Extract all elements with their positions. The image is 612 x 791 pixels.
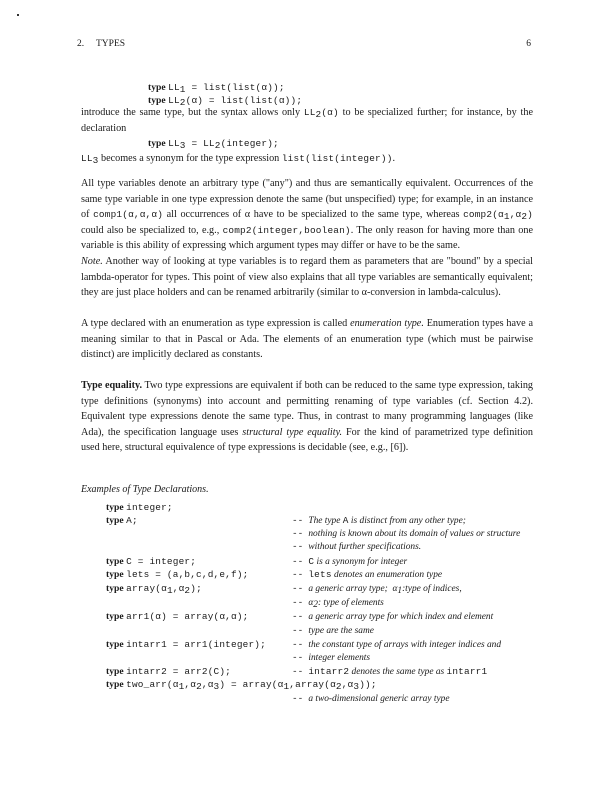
keyword: type: [106, 679, 124, 690]
subscript: 2: [196, 681, 202, 692]
keyword: type: [106, 515, 124, 526]
subscript: 3: [353, 681, 360, 692]
subscript: 1: [178, 681, 185, 692]
text: Two type expressions are equivalent if both can be reduced to the same type expression, taking type definitions (synonyms) into account and permitting renaming of type variables (cf. Section 4.2). Equivalent type expressions denote the same type. Thus, in contrast to many programming languages (like Ada), the specification language uses: [81, 380, 534, 438]
code: LL: [168, 95, 180, 106]
subscript: 2: [315, 109, 322, 120]
comment-marker: --: [292, 569, 304, 580]
subscript: 1: [166, 585, 173, 596]
comment-marker: --: [292, 515, 304, 526]
code: (α): [321, 107, 339, 118]
comment-text: denotes an enumeration type: [331, 570, 443, 580]
comment-text: denotes the same type as: [349, 667, 447, 677]
text: all occurrences of α have to be specialized to the same type, whereas: [163, 209, 464, 220]
comment-marker: --: [292, 556, 304, 567]
subscript: 1: [397, 586, 403, 596]
paragraph-ll3: [81, 151, 533, 167]
comment-text: is a synonym for integer: [314, 557, 408, 567]
text: A type declared with an enumeration as type expression is called: [81, 318, 351, 329]
subscript: 1: [503, 211, 510, 222]
code: comp2(integer,boolean): [222, 224, 351, 236]
code: ));: [359, 679, 377, 690]
code: LL: [303, 107, 316, 118]
term: structural type equality.: [242, 426, 343, 438]
text: .: [392, 153, 396, 164]
code: (integer);: [220, 138, 279, 149]
code: intarr1: [446, 666, 488, 677]
comment-text: The type: [308, 516, 343, 526]
decl-integer: [106, 502, 173, 513]
page-number: 6: [526, 39, 531, 49]
comment-marker: --: [292, 611, 304, 622]
comment-text: a generic array type for which index and element: [308, 612, 494, 622]
code-ll3: [148, 137, 279, 150]
paragraph-type-equality: [81, 378, 533, 456]
code: A;: [126, 515, 138, 526]
code: comp1(α,α,α): [93, 209, 164, 220]
comment-line: [292, 597, 384, 608]
code: ): [527, 209, 533, 220]
note-label: Note.: [81, 256, 103, 267]
text: to be specialized further; for instance, by the declaration: [81, 107, 533, 134]
text: For the kind of parametrized type definition used here, structural equivalence of type expressions is decidable (see, e.g., [6]).: [81, 426, 533, 453]
comment-line: [292, 569, 442, 580]
code: LL: [168, 138, 180, 149]
keyword: type: [106, 666, 124, 677]
subscript: 2: [184, 585, 191, 596]
comment-marker: --: [292, 583, 304, 594]
code: ) = array(α: [219, 679, 284, 690]
code: two_arr(α: [126, 679, 179, 690]
subscript: 3: [213, 681, 220, 692]
subscript: 2: [313, 600, 318, 610]
comment-line: [292, 556, 407, 567]
subscript: 3: [92, 155, 99, 166]
code: (α) = list(list(α));: [185, 95, 303, 106]
code: );: [190, 583, 202, 594]
comment-marker: --: [292, 666, 304, 677]
keyword: type: [148, 82, 166, 93]
code: comp2(α: [463, 209, 504, 220]
code: = list(list(α));: [185, 82, 285, 93]
paragraph-enumeration: [81, 316, 533, 363]
comment-text: a two-dimensional generic array type: [308, 694, 450, 704]
code: ,α: [341, 679, 354, 690]
text: becomes a synonym for the type expression: [98, 153, 282, 164]
comment-line: [292, 515, 466, 526]
keyword: type: [148, 138, 166, 149]
comment-text: :type of indices,: [402, 584, 462, 594]
comment-line: [292, 639, 501, 650]
subsection-heading: Type equality.: [81, 380, 143, 391]
code-ll1: [148, 81, 285, 94]
comment-line: [292, 652, 370, 663]
comment-marker: --: [292, 625, 304, 636]
keyword: type: [106, 611, 124, 622]
comment-line: [292, 666, 487, 677]
term: enumeration type.: [350, 318, 424, 329]
comment-marker: --: [292, 652, 304, 663]
text: Another way of looking at type variables is to regard them as parameters that are "bound" by a special lambda-operator for types. This point of view also explains that all type variables are semantically equivalent; they are just place holders and can be renamed arbitrarily (similar to α-conversion in lambda-calculus).: [81, 256, 533, 298]
comment-line: [292, 528, 520, 539]
code: intarr1 = arr1(integer);: [126, 639, 266, 650]
comment-text: type are the same: [308, 626, 374, 636]
code: lets = (a,b,c,d,e,f);: [126, 569, 249, 580]
comment-marker: --: [292, 597, 304, 608]
decl-arr1: [106, 611, 249, 622]
code: intarr2 = arr2(C);: [126, 666, 232, 677]
decl-array: [106, 583, 202, 594]
subscript: 3: [179, 140, 186, 151]
subscript: 2: [179, 97, 186, 108]
code: ,α: [184, 679, 197, 690]
section-number: 2.: [77, 39, 85, 49]
decl-lets: [106, 569, 249, 580]
comment-text: integer elements: [308, 653, 371, 663]
subscript: 1: [179, 84, 186, 95]
text: Enumeration types have a meaning similar to that in Pascal or Ada. The elements of an enumeration type (which must be pairwise distinct) are implicitly declared as constants.: [81, 318, 533, 360]
keyword: type: [148, 95, 166, 106]
comment-text: the constant type of arrays with integer indices and: [308, 640, 502, 650]
keyword: type: [106, 569, 124, 580]
subscript: 2: [521, 211, 528, 222]
section-title: TYPES: [96, 39, 126, 49]
decl-c: [106, 556, 196, 567]
comment-marker: --: [292, 639, 304, 650]
subscript: 2: [335, 681, 342, 692]
code: C = integer;: [126, 556, 197, 567]
text: All type variables denote an arbitrary type ("any") and thus are semantically equivalent. Occurrences of the same type variable in one type expression denote the same (but unspecified) type; for example, in an instance of: [81, 178, 533, 220]
comment-text: a generic array type; α: [308, 584, 398, 594]
comment-text: α: [308, 598, 314, 608]
decl-intarr1: [106, 639, 266, 650]
code: ,array(α: [289, 679, 336, 690]
keyword: type: [106, 556, 124, 567]
comment-marker: --: [292, 541, 304, 552]
code: list(list(integer)): [281, 153, 393, 164]
decl-a: [106, 515, 138, 526]
comment-line: [292, 611, 493, 622]
comment-marker: --: [292, 528, 304, 539]
comment-text: nothing is known about its domain of values or structure: [308, 529, 521, 539]
code: intarr2: [308, 666, 350, 677]
comment-text: : type of elements: [317, 598, 384, 608]
code: ,α: [201, 679, 214, 690]
comment-text: is distinct from any other type;: [348, 516, 466, 526]
comment-line: [292, 693, 449, 704]
code: integer;: [126, 502, 173, 513]
code: C: [308, 556, 315, 567]
comment-line: [292, 541, 421, 552]
comment-line: [292, 625, 374, 636]
paragraph-type-variables: [81, 176, 533, 254]
text: . The only reason for having more than one variable is this ability of expressing which argument types may differ or have to be the same.: [81, 224, 534, 251]
decl-two-arr: [106, 679, 377, 690]
code: LL: [81, 153, 93, 164]
subscript: 2: [214, 140, 221, 151]
code: = LL: [185, 138, 215, 149]
code: LL: [168, 82, 180, 93]
code: ,α: [509, 209, 522, 220]
subscript: 1: [283, 681, 290, 692]
decl-intarr2: [106, 666, 231, 677]
examples-title: Examples of Type Declarations.: [81, 484, 209, 495]
paragraph-intro: [81, 105, 533, 136]
comment-marker: --: [292, 693, 304, 704]
comment-line: [292, 583, 462, 594]
scan-speck: [17, 14, 19, 16]
code: A: [342, 515, 349, 526]
text: introduce the same type, but the syntax allows only: [81, 107, 304, 118]
comment-text: without further specifications.: [308, 542, 422, 552]
code: ,α: [172, 583, 185, 594]
code: lets: [308, 569, 332, 580]
code: arr1(α) = array(α,α);: [126, 611, 249, 622]
code: array(α: [126, 583, 167, 594]
text: could also be specialized to, e.g.,: [81, 224, 223, 236]
keyword: type: [106, 583, 124, 594]
paragraph-note: [81, 254, 533, 301]
keyword: type: [106, 639, 124, 650]
keyword: type: [106, 502, 124, 513]
